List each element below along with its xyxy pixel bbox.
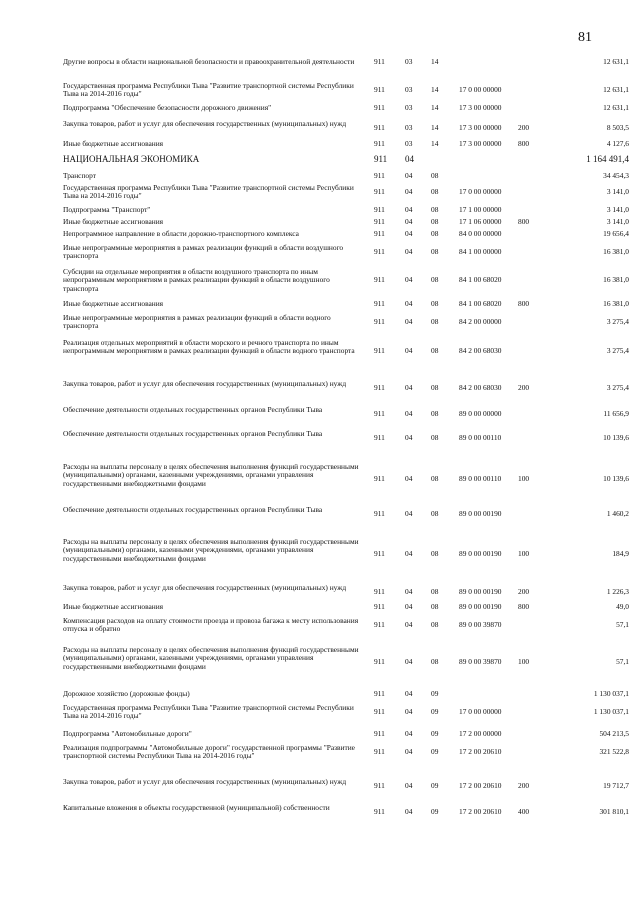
row-vr: 800 <box>518 602 530 611</box>
row-ved: 911 <box>374 123 385 132</box>
row-csr: 84 1 00 68020 <box>459 275 502 284</box>
row-csr: 84 0 00 00000 <box>459 229 502 238</box>
row-rz: 03 <box>405 139 413 148</box>
row-amount: 11 656,9 <box>603 409 629 418</box>
row-ved: 911 <box>374 657 385 666</box>
row-pr: 08 <box>431 187 439 196</box>
row-rz: 04 <box>405 729 413 738</box>
row-pr: 08 <box>431 171 439 180</box>
row-ved: 911 <box>374 187 385 196</box>
row-csr: 84 1 00 68020 <box>459 299 502 308</box>
row-ved: 911 <box>374 299 385 308</box>
row-amount: 3 275,4 <box>606 317 629 326</box>
row-rz: 04 <box>405 602 413 611</box>
row-pr: 08 <box>431 229 439 238</box>
row-pr: 08 <box>431 275 439 284</box>
row-description: Другие вопросы в области национальной безопасности и правоохранительной деятельности <box>63 57 355 66</box>
row-ved: 911 <box>374 154 388 164</box>
row-pr: 08 <box>431 602 439 611</box>
row-csr: 84 1 00 00000 <box>459 247 502 256</box>
row-amount: 16 381,0 <box>603 247 629 256</box>
row-vr: 800 <box>518 299 530 308</box>
row-pr: 14 <box>431 123 439 132</box>
row-description: Иные бюджетные ассигнования <box>63 217 164 226</box>
row-rz: 04 <box>405 154 414 164</box>
row-amount: 19 712,7 <box>603 781 629 790</box>
row-amount: 1 130 037,1 <box>593 689 629 698</box>
row-ved: 911 <box>374 85 385 94</box>
row-amount: 19 656,4 <box>603 229 629 238</box>
row-amount: 3 141,0 <box>606 217 629 226</box>
row-rz: 04 <box>405 247 413 256</box>
row-ved: 911 <box>374 205 385 214</box>
row-amount: 16 381,0 <box>603 299 629 308</box>
row-pr: 08 <box>431 317 439 326</box>
row-pr: 08 <box>431 474 439 483</box>
row-rz: 04 <box>405 217 413 226</box>
row-csr: 17 1 00 00000 <box>459 205 502 214</box>
row-csr: 89 0 00 39870 <box>459 620 502 629</box>
row-rz: 04 <box>405 807 413 816</box>
row-description: Иные бюджетные ассигнования <box>63 139 164 148</box>
row-description: Обеспечение деятельности отдельных государственных органов Республики Тыва <box>63 505 323 514</box>
row-csr: 89 0 00 00190 <box>459 549 502 558</box>
row-ved: 911 <box>374 729 385 738</box>
row-vr: 100 <box>518 657 530 666</box>
row-rz: 04 <box>405 409 413 418</box>
row-pr: 08 <box>431 509 439 518</box>
row-ved: 911 <box>374 509 385 518</box>
row-rz: 04 <box>405 747 413 756</box>
row-description: Подпрограмма "Транспорт" <box>63 205 151 214</box>
row-rz: 04 <box>405 275 413 284</box>
row-ved: 911 <box>374 807 385 816</box>
row-pr: 08 <box>431 217 439 226</box>
row-csr: 17 2 00 20610 <box>459 781 502 790</box>
row-rz: 04 <box>405 549 413 558</box>
row-csr: 89 0 00 00110 <box>459 433 502 442</box>
row-csr: 84 2 00 68030 <box>459 346 502 355</box>
row-csr: 84 2 00 68030 <box>459 383 502 392</box>
row-pr: 08 <box>431 657 439 666</box>
row-rz: 04 <box>405 657 413 666</box>
row-vr: 200 <box>518 781 530 790</box>
row-csr: 89 0 00 00000 <box>459 409 502 418</box>
row-csr: 17 3 00 00000 <box>459 103 502 112</box>
row-description: Расходы на выплаты персоналу в целях обеспечения выполнения функций государственными (муниципальными) органами, казенными учреждениями, органами управления государственными внебюджетными фондами <box>63 645 359 671</box>
row-rz: 03 <box>405 123 413 132</box>
row-ved: 911 <box>374 409 385 418</box>
row-rz: 03 <box>405 103 413 112</box>
row-ved: 911 <box>374 171 385 180</box>
row-amount: 12 631,1 <box>603 103 629 112</box>
row-rz: 04 <box>405 229 413 238</box>
row-csr: 89 0 00 00190 <box>459 509 502 518</box>
row-description: Закупка товаров, работ и услуг для обеспечения государственных (муниципальных) нужд <box>63 777 347 786</box>
row-description: Реализация отдельных мероприятий в области морского и речного транспорта по иным непрограммным мероприятиям в рамках реализации функций в области водного транспорта <box>63 338 355 356</box>
row-rz: 04 <box>405 509 413 518</box>
row-rz: 04 <box>405 620 413 629</box>
row-pr: 09 <box>431 781 439 790</box>
row-rz: 04 <box>405 433 413 442</box>
row-description: Иные бюджетные ассигнования <box>63 299 164 308</box>
row-vr: 200 <box>518 123 530 132</box>
row-ved: 911 <box>374 57 385 66</box>
row-rz: 04 <box>405 587 413 596</box>
row-description: Государственная программа Республики Тыва "Развитие транспортной системы Республики Тыва на 2014-2016 годы" <box>63 183 354 201</box>
row-amount: 4 127,6 <box>606 139 629 148</box>
row-description: Иные непрограммные мероприятия в рамках реализации функций в области водного транспорта <box>63 313 331 331</box>
row-description: Подпрограмма "Обеспечение безопасности дорожного движения" <box>63 103 272 112</box>
row-description: Государственная программа Республики Тыва "Развитие транспортной системы Республики Тыва на 2014-2016 годы" <box>63 81 354 99</box>
row-ved: 911 <box>374 247 385 256</box>
row-ved: 911 <box>374 229 385 238</box>
row-rz: 04 <box>405 346 413 355</box>
row-amount: 1 130 037,1 <box>593 707 629 716</box>
row-amount: 49,0 <box>616 602 629 611</box>
row-rz: 04 <box>405 171 413 180</box>
row-csr: 17 3 00 00000 <box>459 139 502 148</box>
row-csr: 17 3 00 00000 <box>459 123 502 132</box>
row-ved: 911 <box>374 781 385 790</box>
row-ved: 911 <box>374 747 385 756</box>
row-description: Обеспечение деятельности отдельных государственных органов Республики Тыва <box>63 405 323 414</box>
row-vr: 800 <box>518 217 530 226</box>
row-vr: 400 <box>518 807 530 816</box>
row-ved: 911 <box>374 346 385 355</box>
row-ved: 911 <box>374 383 385 392</box>
row-csr: 17 0 00 00000 <box>459 85 502 94</box>
row-amount: 1 460,2 <box>606 509 629 518</box>
row-pr: 09 <box>431 807 439 816</box>
row-pr: 08 <box>431 620 439 629</box>
row-rz: 04 <box>405 299 413 308</box>
row-pr: 14 <box>431 139 439 148</box>
row-amount: 3 275,4 <box>606 383 629 392</box>
row-vr: 100 <box>518 474 530 483</box>
row-description: Транспорт <box>63 171 96 180</box>
row-csr: 17 2 00 20610 <box>459 747 502 756</box>
row-csr: 17 2 00 20610 <box>459 807 502 816</box>
row-pr: 08 <box>431 383 439 392</box>
row-csr: 17 2 00 00000 <box>459 729 502 738</box>
row-pr: 09 <box>431 747 439 756</box>
row-pr: 08 <box>431 433 439 442</box>
row-csr: 17 0 00 00000 <box>459 187 502 196</box>
row-ved: 911 <box>374 139 385 148</box>
row-vr: 800 <box>518 139 530 148</box>
row-description: Иные непрограммные мероприятия в рамках реализации функций в области воздушного транспорта <box>63 243 344 261</box>
row-pr: 08 <box>431 346 439 355</box>
row-amount: 3 141,0 <box>606 187 629 196</box>
row-ved: 911 <box>374 549 385 558</box>
row-ved: 911 <box>374 620 385 629</box>
row-amount: 504 213,5 <box>599 729 629 738</box>
row-description: Расходы на выплаты персоналу в целях обеспечения выполнения функций государственными (муниципальными) органами, казенными учреждениями, органами управления государственными внебюджетными фондами <box>63 462 359 488</box>
row-pr: 08 <box>431 409 439 418</box>
row-description: Государственная программа Республики Тыва "Развитие транспортной системы Республики Тыва на 2014-2016 годы" <box>63 703 354 721</box>
row-pr: 09 <box>431 729 439 738</box>
row-amount: 12 631,1 <box>603 85 629 94</box>
row-description: Расходы на выплаты персоналу в целях обеспечения выполнения функций государственными (муниципальными) органами, казенными учреждениями, органами управления государственными внебюджетными фондами <box>63 537 359 563</box>
row-pr: 14 <box>431 85 439 94</box>
row-amount: 3 275,4 <box>606 346 629 355</box>
row-description: Подпрограмма "Автомобильные дороги" <box>63 729 192 738</box>
row-amount: 1 226,3 <box>606 587 629 596</box>
row-amount: 8 503,5 <box>606 123 629 132</box>
row-rz: 04 <box>405 187 413 196</box>
row-amount: 3 141,0 <box>606 205 629 214</box>
row-description: Субсидии на отдельные мероприятия в области воздушного транспорта по иным непрограммным мероприятиям в рамках реализации функций в области воздушного транспорта <box>63 267 330 293</box>
row-amount: 184,9 <box>612 549 629 558</box>
row-csr: 89 0 00 00190 <box>459 587 502 596</box>
row-rz: 03 <box>405 57 413 66</box>
row-pr: 09 <box>431 707 439 716</box>
row-rz: 04 <box>405 474 413 483</box>
row-ved: 911 <box>374 474 385 483</box>
row-amount: 10 139,6 <box>603 474 629 483</box>
row-amount: 16 381,0 <box>603 275 629 284</box>
row-pr: 08 <box>431 587 439 596</box>
row-ved: 911 <box>374 317 385 326</box>
row-ved: 911 <box>374 689 385 698</box>
page-number: 81 <box>578 30 592 45</box>
row-description: Иные бюджетные ассигнования <box>63 602 164 611</box>
row-rz: 04 <box>405 781 413 790</box>
row-csr: 89 0 00 00110 <box>459 474 502 483</box>
row-description: Закупка товаров, работ и услуг для обеспечения государственных (муниципальных) нужд <box>63 583 347 592</box>
row-csr: 89 0 00 00190 <box>459 602 502 611</box>
row-ved: 911 <box>374 707 385 716</box>
row-rz: 04 <box>405 689 413 698</box>
row-csr: 84 2 00 00000 <box>459 317 502 326</box>
row-csr: 17 0 00 00000 <box>459 707 502 716</box>
row-amount: 57,1 <box>616 620 629 629</box>
row-description: НАЦИОНАЛЬНАЯ ЭКОНОМИКА <box>63 154 200 164</box>
row-csr: 89 0 00 39870 <box>459 657 502 666</box>
row-ved: 911 <box>374 587 385 596</box>
row-description: Непрограммное направление в области дорожно-транспортного комплекса <box>63 229 299 238</box>
row-pr: 08 <box>431 299 439 308</box>
row-vr: 200 <box>518 587 530 596</box>
row-description: Капитальные вложения в объекты государственной (муниципальной) собственности <box>63 803 330 812</box>
row-description: Закупка товаров, работ и услуг для обеспечения государственных (муниципальных) нужд <box>63 119 347 128</box>
row-rz: 04 <box>405 317 413 326</box>
row-description: Обеспечение деятельности отдельных государственных органов Республики Тыва <box>63 429 323 438</box>
row-rz: 04 <box>405 707 413 716</box>
row-ved: 911 <box>374 217 385 226</box>
row-ved: 911 <box>374 275 385 284</box>
row-pr: 08 <box>431 549 439 558</box>
row-description: Дорожное хозяйство (дорожные фонды) <box>63 689 190 698</box>
row-ved: 911 <box>374 103 385 112</box>
row-amount: 10 139,6 <box>603 433 629 442</box>
row-rz: 04 <box>405 205 413 214</box>
row-pr: 08 <box>431 247 439 256</box>
row-amount: 57,1 <box>616 657 629 666</box>
row-csr: 17 1 06 00000 <box>459 217 502 226</box>
row-description: Закупка товаров, работ и услуг для обеспечения государственных (муниципальных) нужд <box>63 379 347 388</box>
row-rz: 04 <box>405 383 413 392</box>
row-vr: 100 <box>518 549 530 558</box>
row-amount: 301 810,1 <box>599 807 629 816</box>
row-pr: 14 <box>431 57 439 66</box>
row-description: Реализация подпрограммы "Автомобильные дороги" государственной программы "Развитие транспортной системы Республики Тыва на 2014-2016 годы" <box>63 743 355 761</box>
row-amount: 321 522,8 <box>599 747 629 756</box>
row-vr: 200 <box>518 383 530 392</box>
row-pr: 09 <box>431 689 439 698</box>
row-pr: 14 <box>431 103 439 112</box>
row-amount: 12 631,1 <box>603 57 629 66</box>
row-ved: 911 <box>374 433 385 442</box>
row-amount: 1 164 491,4 <box>586 154 629 164</box>
row-amount: 34 454,3 <box>603 171 629 180</box>
row-pr: 08 <box>431 205 439 214</box>
row-ved: 911 <box>374 602 385 611</box>
row-rz: 03 <box>405 85 413 94</box>
row-description: Компенсация расходов на оплату стоимости проезда и провоза багажа к месту использования отпуска и обратно <box>63 616 359 634</box>
